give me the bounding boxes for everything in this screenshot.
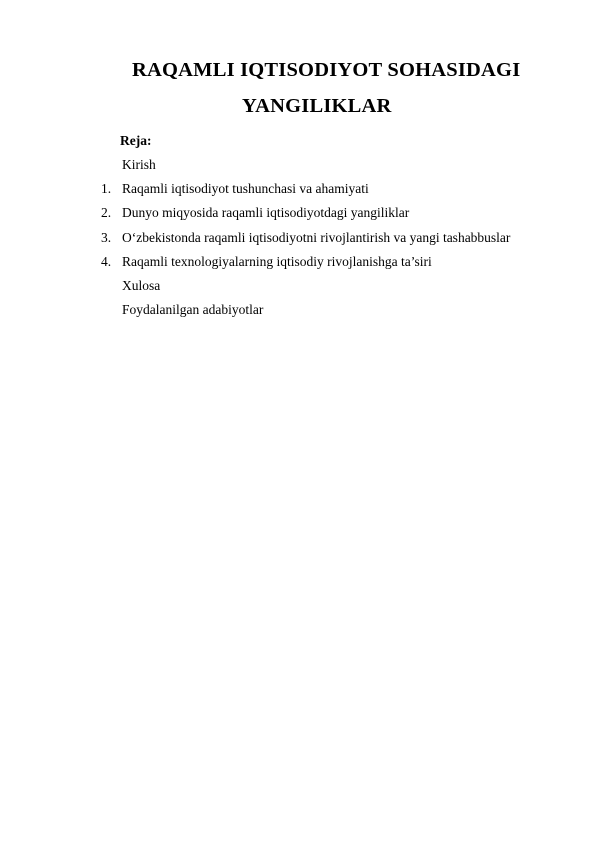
plan-item-text: Dunyo miqyosida raqamli iqtisodiyotdagi yangiliklar <box>122 205 410 220</box>
plan-item-text: Foydalanilgan adabiyotlar <box>122 302 264 317</box>
plan-item-1 <box>0 182 596 200</box>
document-title-line-2: YANGILIKLAR <box>242 95 392 117</box>
plan-item-references <box>0 303 596 321</box>
plan-item-conclusion <box>0 279 596 297</box>
plan-item-number: 1. <box>101 181 112 196</box>
plan-item-number: 2. <box>101 205 112 220</box>
plan-item-text: Raqamli iqtisodiyot tushunchasi va ahamiyati <box>122 181 369 196</box>
plan-item-text: O‘zbekistonda raqamli iqtisodiyotni rivojlantirish va yangi tashabbuslar <box>122 230 511 245</box>
plan-item-2 <box>0 206 596 224</box>
plan-item-introduction <box>0 158 596 176</box>
plan-item-text: Raqamli texnologiyalarning iqtisodiy rivojlanishga ta’siri <box>122 254 432 269</box>
plan-item-text: Kirish <box>122 157 156 172</box>
plan-item-4 <box>0 255 596 273</box>
plan-item-number: 4. <box>101 254 112 269</box>
plan-item-3 <box>0 231 596 249</box>
plan-item-number: 3. <box>101 230 112 245</box>
plan-heading: Reja: <box>120 133 152 148</box>
document-title-line-1: RAQAMLI IQTISODIYOT SOHASIDAGI <box>132 59 521 81</box>
plan-item-text: Xulosa <box>122 278 161 293</box>
